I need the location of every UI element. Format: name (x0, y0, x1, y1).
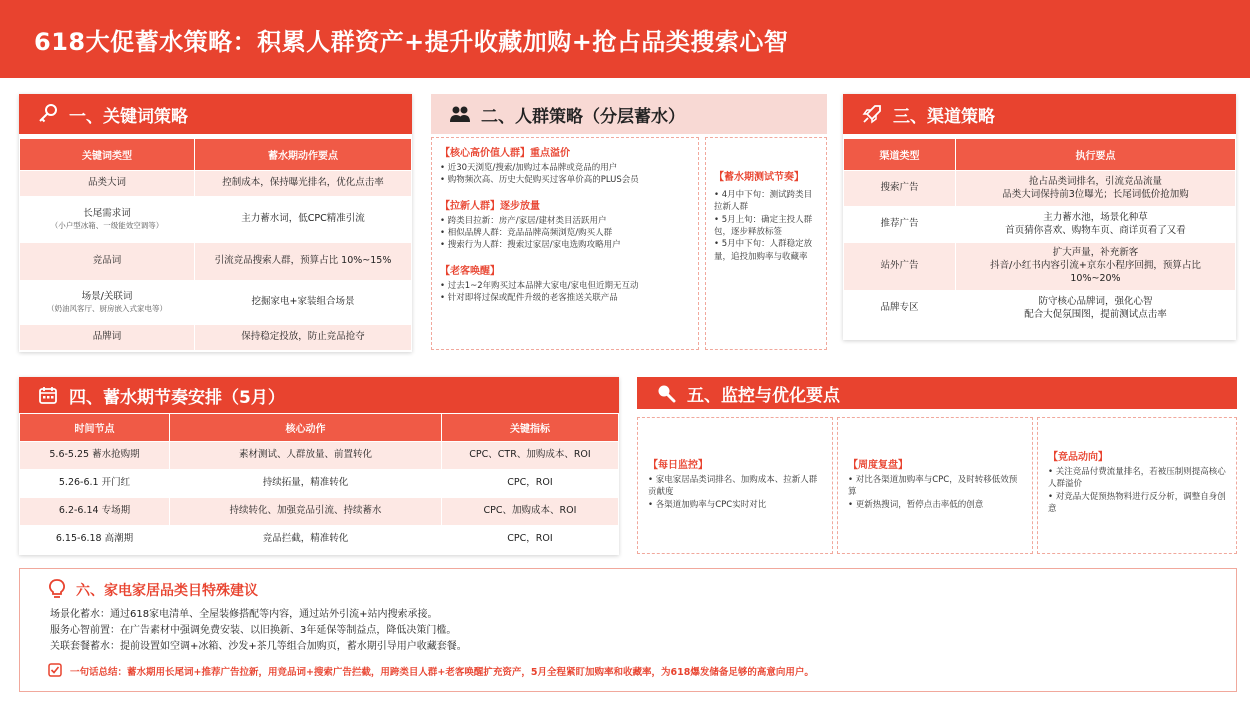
checkbox-icon (48, 663, 64, 679)
channel-points (956, 243, 1236, 291)
audience-group (440, 197, 690, 252)
list-item: • 更新热搜词，暂停点击率低的创意 (848, 499, 1022, 511)
channel-line: 防守核心品牌词，强化心智 (1038, 295, 1153, 307)
channel-type: 推荐广告 (844, 207, 956, 243)
table-row (20, 197, 412, 243)
keyword-table (19, 138, 412, 351)
channel-line: 首页猜你喜欢、购物车页、商详页看了又看 (1005, 224, 1186, 236)
channel-line: 主力蓄水池，场景化种草 (1043, 211, 1148, 223)
list-item: • 相似品牌人群：竞品品牌高频浏览/购买人群 (440, 227, 690, 239)
keyword-type: 品牌词 (20, 325, 195, 351)
keyword-type-example: （奶油风客厅、厨房嵌入式家电等） (47, 303, 167, 313)
list-item: • 跨类目拉新：房产/家居/建材类目活跃用户 (440, 215, 690, 227)
audience-group (440, 144, 690, 187)
monitor-col-title: 【周度复盘】 (848, 460, 908, 471)
advice-line: 关联套餐蓄水：提前设置如空调+冰箱、沙发+茶几等组合加购页，蓄水期引导用户收藏套餐。 (50, 641, 467, 652)
monitor-col-title: 【竞品动向】 (1048, 452, 1108, 463)
rhythm-table (19, 413, 619, 554)
advice-line: 服务心智前置：在广告素材中强调免费安装、以旧换新、3年延保等制益点，降低决策门槛。 (50, 625, 457, 636)
launch-icon (859, 102, 885, 126)
audience-strategy-header (431, 94, 827, 134)
advice-header (48, 579, 1208, 601)
channel-line: 品类大词保持前3位曝光；长尾词低价抢加购 (1002, 188, 1189, 200)
channel-points (956, 291, 1236, 327)
rhythm-action: 持续拓量，精准转化 (170, 470, 442, 498)
monitor-col-title: 【每日监控】 (648, 460, 708, 471)
channel-strategy-header (843, 94, 1236, 134)
table-row (844, 291, 1236, 327)
channel-points (956, 207, 1236, 243)
list-item: • 过去1~2年购买过本品牌大家电/家电但近期无互动 (440, 280, 690, 292)
page-header (0, 0, 1250, 78)
column-header: 执行要点 (956, 139, 1236, 171)
channel-type: 搜索广告 (844, 171, 956, 207)
keyword-type-cell (20, 197, 195, 243)
rhythm-kpi: CPC，ROI (442, 526, 619, 554)
bulb-icon (48, 579, 70, 601)
list-item: • 对比各渠道加购率与CPC，及时转移低效预算 (848, 474, 1022, 499)
audience-strategy-card (431, 94, 827, 352)
channel-table (843, 138, 1236, 327)
column-header: 时间节点 (20, 414, 170, 442)
test-rhythm-box (705, 137, 827, 350)
advice-title: 六、家电家居品类目特殊建议 (76, 583, 258, 599)
rhythm-time: 6.15-6.18 高潮期 (20, 526, 170, 554)
rhythm-kpi: CPC、加购成本、ROI (442, 498, 619, 526)
monitor-column (837, 417, 1033, 554)
column-header: 关键指标 (442, 414, 619, 442)
keyword-action: 主力蓄水词，低CPC精准引流 (195, 197, 412, 243)
advice-card (19, 568, 1237, 692)
channel-line: 10%~20% (1070, 272, 1121, 284)
keyword-action: 控制成本，保持曝光排名，优化点击率 (195, 171, 412, 197)
list-item: • 5月中下旬：人群稳定放量，追投加购率与收藏率 (714, 238, 818, 263)
rhythm-time: 5.6-5.25 蓄水抢购期 (20, 442, 170, 470)
rhythm-action: 竞品拦截，精准转化 (170, 526, 442, 554)
audience-strategy-title: 二、人群策略（分层蓄水） (481, 106, 685, 127)
audience-group (440, 262, 690, 305)
keyword-strategy-card (19, 94, 412, 352)
table-row (20, 171, 412, 197)
keyword-type-cell (20, 281, 195, 325)
channel-line: 抢占品类词排名，引流竞品流量 (1028, 175, 1162, 187)
monitor-column (1037, 417, 1237, 554)
list-item: • 关注竞品付费流量排名，若被压制则提高核心人群溢价 (1048, 466, 1226, 491)
table-row (20, 281, 412, 325)
table-row (20, 325, 412, 351)
table-row (20, 243, 412, 281)
table-row (20, 526, 619, 554)
rhythm-action: 持续转化、加强竞品引流、持续蓄水 (170, 498, 442, 526)
table-row (20, 442, 619, 470)
channel-type: 站外广告 (844, 243, 956, 291)
table-row (844, 207, 1236, 243)
list-item: • 近30天浏览/搜索/加购过本品牌或竞品的用户 (440, 162, 690, 174)
monitor-card (637, 377, 1237, 555)
list-item: • 4月中下旬：测试跨类目拉新人群 (714, 189, 818, 214)
monitor-header (637, 377, 1237, 409)
table-row (20, 498, 619, 526)
table-row (844, 171, 1236, 207)
rhythm-kpi: CPC，ROI (442, 470, 619, 498)
column-header: 核心动作 (170, 414, 442, 442)
keyword-type: 品类大词 (20, 171, 195, 197)
list-item: • 5月上旬：确定主投人群包，逐步释放标签 (714, 214, 818, 239)
advice-line: 场景化蓄水：通过618家电清单、全屋装修搭配等内容，通过站外引流+站内搜索承接。 (50, 609, 438, 620)
column-header: 关键词类型 (20, 139, 195, 171)
rhythm-kpi: CPC、CTR、加购成本、ROI (442, 442, 619, 470)
keyword-action: 挖掘家电+家装组合场景 (195, 281, 412, 325)
people-icon (447, 102, 473, 126)
table-row (844, 243, 1236, 291)
channel-line: 扩大声量，补充新客 (1052, 247, 1139, 259)
monitor-column (637, 417, 833, 554)
table-row (20, 470, 619, 498)
channel-type: 品牌专区 (844, 291, 956, 327)
keyword-type-example: （小户型冰箱、一级能效空调等） (50, 220, 164, 230)
group-title: 【核心高价值人群】重点溢价 (440, 148, 570, 159)
channel-line: 配合大促氛围图，提前测试点击率 (1024, 308, 1167, 320)
keyword-strategy-header (19, 94, 412, 134)
channel-line: 抖音/小红书内容引流+京东小程序回拥，预算占比 (990, 260, 1201, 272)
keyword-type: 长尾需求词 (83, 208, 131, 220)
list-item: • 对竞品大促预热物料进行反分析，调整自身创意 (1048, 491, 1226, 516)
keyword-action: 引流竞品搜索人群，预算占比 10%~15% (195, 243, 412, 281)
rhythm-card (19, 377, 619, 555)
group-title: 【拉新人群】逐步放量 (440, 200, 540, 212)
advice-body (48, 607, 1208, 655)
summary-text: 一句话总结：蓄水期用长尾词+推荐广告拉新，用竞品词+搜索广告拦截，用跨类目人群+老客唤醒扩充资产，5月全程紧盯加购率和收藏率，为618爆发储备足够的高意向用户。 (70, 667, 814, 678)
column-header: 蓄水期动作要点 (195, 139, 412, 171)
search-icon (653, 381, 679, 405)
column-header: 渠道类型 (844, 139, 956, 171)
list-item: • 搜索行为人群：搜索过家居/家电选购攻略用户 (440, 239, 690, 251)
channel-strategy-title: 三、渠道策略 (893, 106, 995, 127)
channel-points (956, 171, 1236, 207)
list-item: • 各渠道加购率与CPC实时对比 (648, 499, 822, 511)
rhythm-action: 素材测试、人群放量、前置转化 (170, 442, 442, 470)
summary-row (48, 663, 1208, 679)
keyword-action: 保持稳定投放，防止竞品抢夺 (195, 325, 412, 351)
rhythm-time: 6.2-6.14 专场期 (20, 498, 170, 526)
key-icon (35, 102, 61, 126)
keyword-strategy-title: 一、关键词策略 (69, 106, 188, 127)
channel-strategy-card (843, 94, 1236, 340)
group-title: 【老客唤醒】 (440, 265, 500, 277)
keyword-type: 竞品词 (20, 243, 195, 281)
rhythm-time: 5.26-6.1 开门红 (20, 470, 170, 498)
rhythm-header (19, 377, 619, 413)
list-item: • 家电家居品类词排名、加购成本、拉新人群贡献度 (648, 474, 822, 499)
test-rhythm-title: 【蓄水期测试节奏】 (714, 172, 804, 183)
keyword-type: 场景/关联词 (81, 291, 133, 303)
rhythm-title: 四、蓄水期节奏安排（5月） (69, 387, 285, 408)
monitor-title: 五、监控与优化要点 (687, 385, 840, 406)
list-item: • 针对即将过保或配件升级的老客推送关联产品 (440, 292, 690, 304)
calendar-icon (35, 383, 61, 407)
list-item: • 购物频次高、历史大促购买过客单价高的PLUS会员 (440, 174, 690, 186)
page-title: 618大促蓄水策略：积累人群资产+提升收藏加购+抢占品类搜索心智 (34, 27, 789, 56)
audience-groups (431, 137, 699, 350)
